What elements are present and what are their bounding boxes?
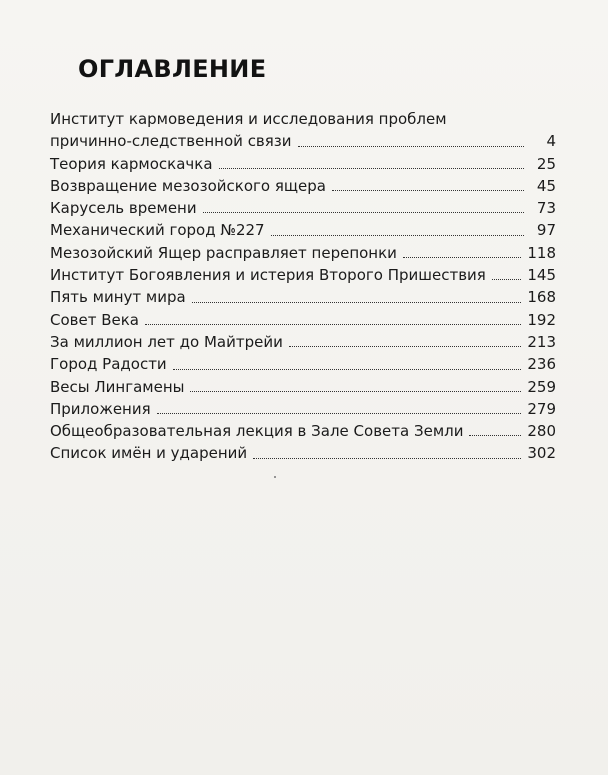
leader-dots	[157, 413, 522, 414]
toc-entry	[50, 309, 556, 331]
toc-entry-title: Список имён и ударений	[50, 444, 248, 463]
toc-entry	[50, 242, 556, 264]
toc-entry	[50, 175, 556, 197]
toc-entry	[50, 153, 556, 175]
toc-entry-title: Карусель времени	[50, 199, 197, 218]
toc-entry	[50, 108, 556, 153]
toc-entry-title-line2: причинно-следственной связи	[50, 132, 292, 151]
toc-entry	[50, 376, 556, 398]
toc-entry-title: Возвращение мезозойского ящера	[50, 176, 326, 195]
toc-entry-page: 213	[527, 332, 556, 351]
leader-dots	[253, 458, 521, 459]
toc-entry-page: 168	[527, 288, 556, 307]
toc-entry	[50, 331, 556, 353]
toc-entry	[50, 353, 556, 375]
toc-entry-page: 302	[527, 444, 556, 463]
toc-heading: ОГЛАВЛЕНИЕ	[78, 55, 267, 83]
print-speck	[274, 476, 276, 478]
toc-entry-title: Город Радости	[50, 355, 167, 374]
toc-entry	[50, 420, 556, 442]
leader-dots	[271, 235, 524, 236]
leader-dots	[298, 146, 524, 147]
toc-entry-page: 279	[527, 399, 556, 418]
toc-entry-page: 45	[536, 176, 556, 195]
leader-dots	[289, 346, 522, 347]
leader-dots	[203, 212, 524, 213]
leader-dots	[332, 190, 524, 191]
toc-entry	[50, 197, 556, 219]
leader-dots	[190, 391, 521, 392]
toc-entry-title: Институт Богоявления и истерия Второго Пришествия	[50, 266, 486, 285]
leader-dots	[219, 168, 524, 169]
toc-entry-title: Общеобразовательная лекция в Зале Совета Земли	[50, 422, 464, 441]
toc-entry-title: За миллион лет до Майтрейи	[50, 332, 283, 351]
leader-dots	[469, 435, 521, 436]
toc-entry-page: 280	[527, 422, 556, 441]
toc-entry-title: Совет Века	[50, 310, 139, 329]
leader-dots	[192, 302, 522, 303]
toc-entry	[50, 398, 556, 420]
toc-entry-page: 118	[527, 243, 556, 262]
toc-entry-page: 73	[536, 199, 556, 218]
toc-entry-page: 4	[546, 132, 556, 151]
toc-entry-title-line1: Институт кармоведения и исследования проблем	[50, 110, 447, 128]
toc-entry-title: Мезозойский Ящер расправляет перепонки	[50, 243, 397, 262]
toc-entry-page: 97	[536, 221, 556, 240]
toc-entry-title: Приложения	[50, 399, 151, 418]
toc-entry-title: Весы Лингамены	[50, 377, 185, 396]
toc-entry-title: Механический город №227	[50, 221, 265, 240]
toc-entry-title: Теория кармоскачка	[50, 154, 213, 173]
toc-entry-page: 145	[527, 266, 556, 285]
table-of-contents	[50, 108, 556, 465]
toc-entry	[50, 442, 556, 464]
leader-dots	[173, 369, 522, 370]
toc-entry	[50, 264, 556, 286]
leader-dots	[492, 279, 522, 280]
toc-entry-title: Пять минут мира	[50, 288, 186, 307]
toc-entry	[50, 286, 556, 308]
toc-entry-page: 259	[527, 377, 556, 396]
leader-dots	[145, 324, 521, 325]
toc-entry	[50, 219, 556, 241]
toc-entry-page: 25	[536, 154, 556, 173]
toc-entry-page: 236	[527, 355, 556, 374]
toc-entry-page: 192	[527, 310, 556, 329]
leader-dots	[403, 257, 521, 258]
